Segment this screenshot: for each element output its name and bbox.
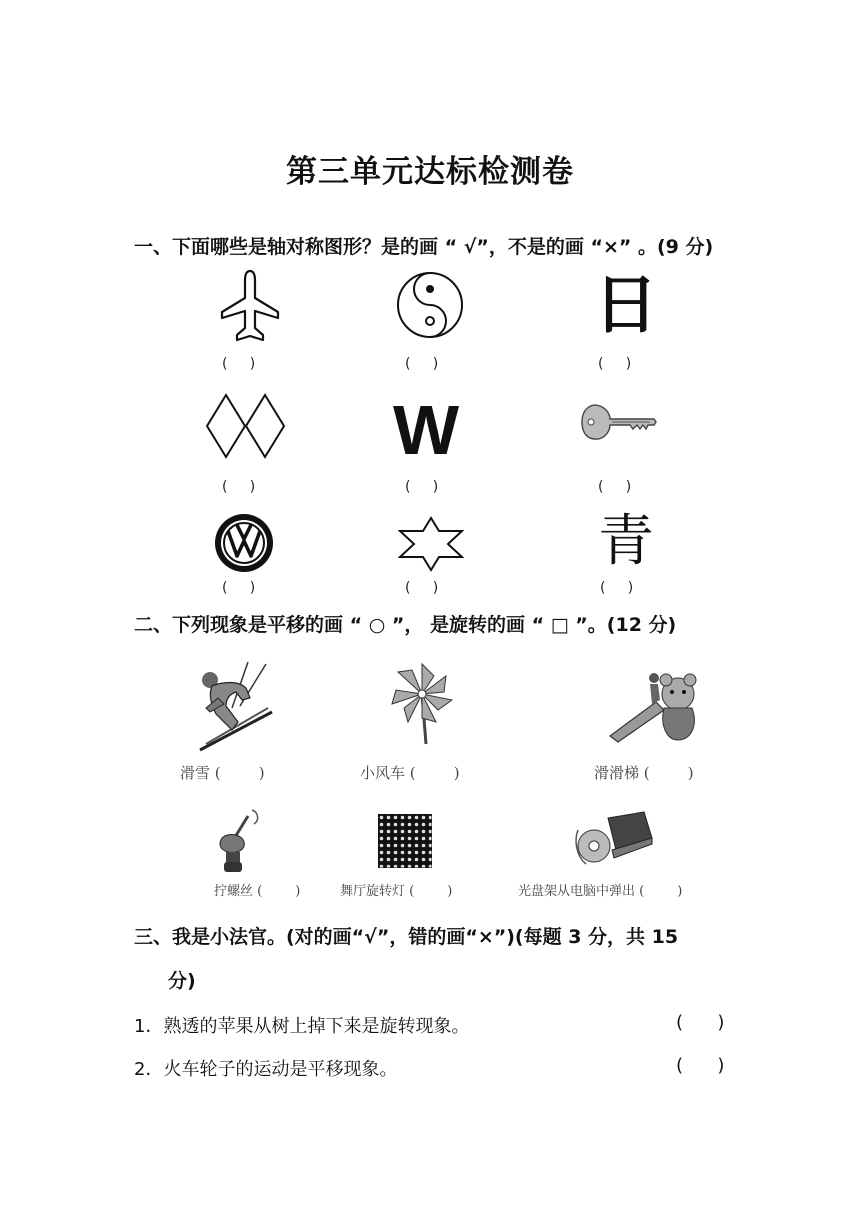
- answer-blank[interactable]: ( ): [405, 356, 439, 372]
- letter-w: W: [393, 391, 460, 469]
- slide-illustration: [606, 664, 702, 744]
- answer-blank[interactable]: ( ): [600, 580, 634, 596]
- skier-illustration: [192, 658, 278, 754]
- caption-pinwheel: 小风车 ( ): [360, 764, 460, 782]
- section3-heading: 三、我是小法官。(对的画“√”，错的画“×”)(每题 3 分，共 15: [134, 926, 679, 948]
- computer-disc-tray-illustration: [572, 810, 654, 874]
- judge-item-1: 1．熟透的苹果从树上掉下来是旋转现象。: [134, 1016, 470, 1037]
- volkswagen-logo: [213, 512, 275, 574]
- judge-item-2: 2．火车轮子的运动是平移现象。: [134, 1059, 398, 1080]
- answer-blank[interactable]: ( ): [598, 479, 632, 495]
- key-icon: [578, 400, 658, 444]
- answer-blank[interactable]: ( ): [222, 580, 256, 596]
- answer-blank[interactable]: ( ): [405, 479, 439, 495]
- caption-screw: 拧螺丝 ( ): [214, 884, 301, 899]
- double-diamond-icon: [205, 393, 287, 459]
- disco-ball-illustration: [378, 814, 432, 868]
- hexagram-star-icon: [398, 516, 464, 572]
- answer-blank[interactable]: ( ): [598, 356, 632, 372]
- screwdriver-illustration: [208, 806, 264, 876]
- caption-skiing: 滑雪 ( ): [180, 764, 265, 782]
- section2-heading: 二、下列现象是平移的画 “ ○ ”， 是旋转的画 “ □ ”。(12 分): [134, 614, 677, 636]
- ri-character: 日: [594, 269, 658, 343]
- airplane-icon: [218, 268, 282, 344]
- caption-slide: 滑滑梯 ( ): [594, 764, 694, 782]
- pinwheel-illustration: [388, 660, 458, 746]
- answer-blank[interactable]: ( ): [222, 479, 256, 495]
- caption-disc-tray: 光盘架从电脑中弹出 ( ): [518, 884, 683, 899]
- yin-yang-icon: [395, 270, 465, 340]
- judge-answer-1[interactable]: ( ): [676, 1012, 725, 1033]
- answer-blank[interactable]: ( ): [222, 356, 256, 372]
- judge-answer-2[interactable]: ( ): [676, 1055, 725, 1076]
- section1-heading: 一、下面哪些是轴对称图形？是的画 “ √”，不是的画 “×” 。(9 分): [134, 236, 714, 258]
- answer-blank[interactable]: ( ): [405, 580, 439, 596]
- section3-heading-cont: 分): [168, 970, 196, 992]
- page-title: 第三单元达标检测卷: [286, 154, 574, 190]
- qing-character: 青: [598, 509, 654, 574]
- caption-disco-light: 舞厅旋转灯 ( ): [340, 884, 453, 899]
